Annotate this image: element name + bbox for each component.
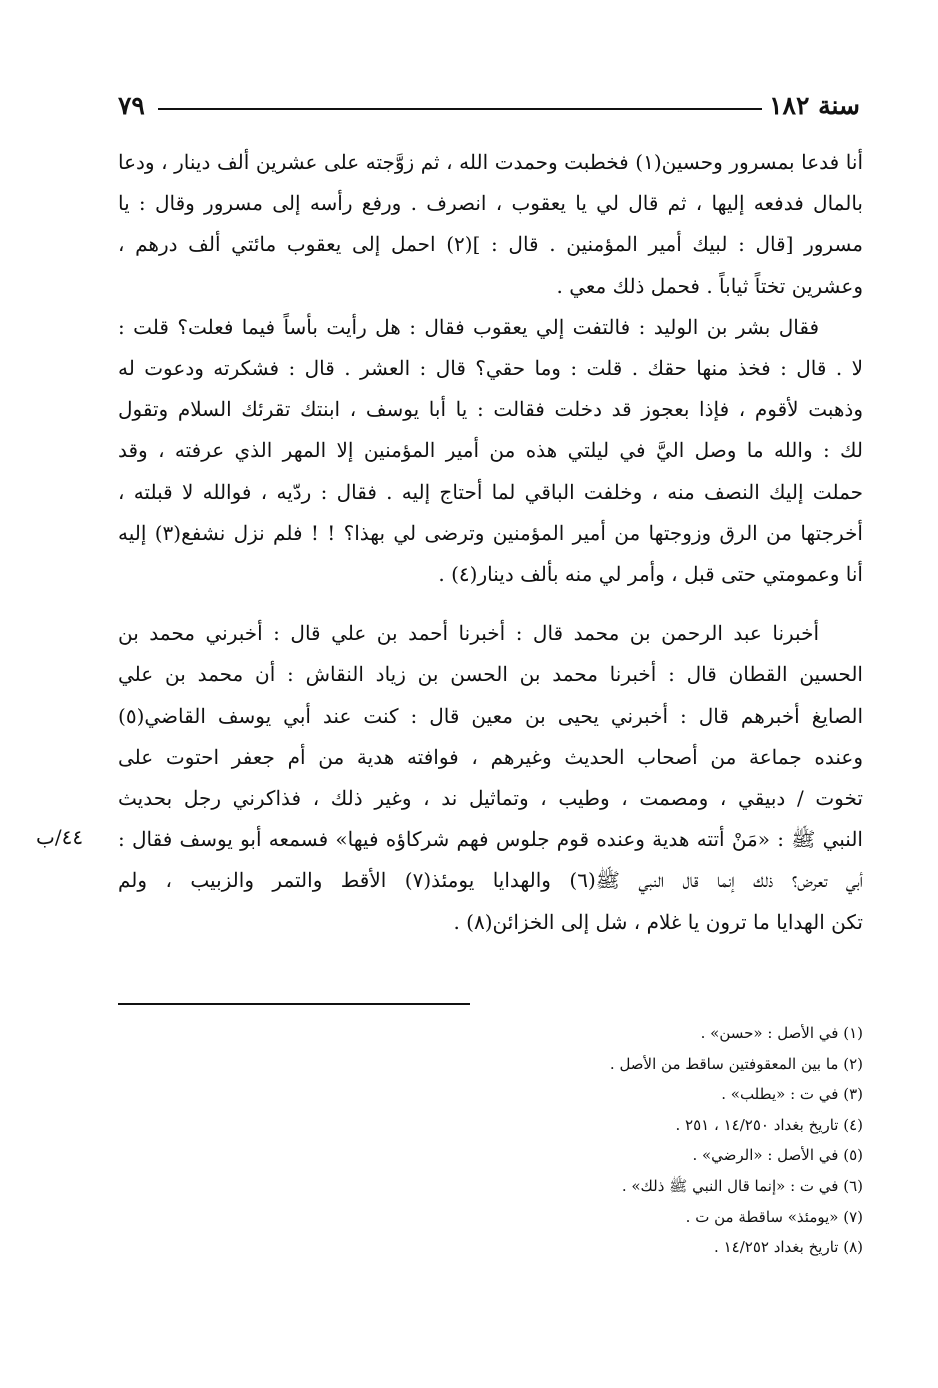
footnote: (٢) ما بين المعقوفتين ساقط من الأصل . <box>609 1054 863 1073</box>
text-line: فقال بشر بن الوليد : فالتفت إلي يعقوب فقال : هل رأيت بأساً فيما فعلت؟ قلت : <box>118 314 819 339</box>
footnotes <box>463 1018 863 1263</box>
text-line: تخوت / دبيقي ، ومصمت ، وطيب ، وتماثيل ند ، وغير ذلك ، فذاكرني رجل بحديث <box>118 786 863 811</box>
footnote: (٤) تاريخ بغداد ١٤/٢٥٠ ، ٢٥١ . <box>675 1115 863 1134</box>
paragraph-1 <box>118 142 863 307</box>
text-line: مسرور [قال : لبيك أمير المؤمنين . قال : ](٢) احمل إلى يعقوب مائتي ألف درهم ، <box>118 232 863 257</box>
header-rule <box>158 108 762 110</box>
text-line: أنا فدعا بمسرور وحسين(١) فخطبت وحمدت الله ، ثم زوَّجته على عشرين ألف دينار ، ودعا <box>118 150 863 174</box>
footnote: (٦) في ت : «إنما قال النبي ﷺ ذلك» . <box>621 1176 863 1195</box>
marginal-folio-note: ٤٤/ب <box>36 825 84 849</box>
text-line: وذهبت لأقوم ، فإذا بعجوز قد دخلت فقالت : يا أبا يوسف ، ابنتك تقرئك السلام وتقول <box>118 397 863 422</box>
running-header <box>118 86 860 126</box>
text-line: أخبرنا عبد الرحمن بن محمد قال : أخبرنا أحمد بن علي قال : أخبرني محمد بن <box>118 621 820 646</box>
text-line: وعشرين تختاً ثياباً . فحمل ذلك معي . <box>556 273 863 298</box>
header-year: سنة ١٨٢ <box>769 91 860 120</box>
text-line: الحسين القطان قال : أخبرنا محمد بن الحسن بن زياد النقاش : أن محمد بن علي <box>118 662 863 687</box>
text-line: أبي تعرض؟ ذلك إنما قال النبي ﷺ(٦) والهدايا يومئذ(٧) الأقط والتمر والزبيب ، ولم <box>118 868 863 893</box>
text-line: أنا وعمومتي حتى قبل ، وأمر لي منه بألف دينار(٤) . <box>438 562 863 587</box>
text-line: لك : والله ما وصل اليَّ في ليلتي هذه من أمير المؤمنين إلا المهر الذي عرفته ، وقد <box>118 438 863 463</box>
footnote: (١) في الأصل : «حسن» . <box>700 1024 863 1042</box>
text-line: بالمال فدفعه إليها ، ثم قال لي يا يعقوب ، انصرف . ورفع رأسه إلى مسرور وقال : يا <box>118 191 863 216</box>
footnote-rule <box>118 1003 470 1005</box>
footnote: (٣) في ت : «يطلب» . <box>721 1085 863 1104</box>
text-line: الصايغ أخبرهم قال : أخبرني يحيى بن معين قال : كنت عند أبي يوسف القاضي(٥) <box>118 703 863 728</box>
text-line: لا . قال : فخذ منها حقك . قلت : وما حقي؟ قال : العشر . قال : فشكرته ودعوت له <box>118 356 863 381</box>
page-number: ٧٩ <box>118 91 145 120</box>
paragraph-3 <box>118 613 863 943</box>
text-line: أخرجتها من الرق وزوجتها من أمير المؤمنين وترضى لي بهذا؟ ! ! فلم نزل نشفع(٣) إليه <box>118 520 863 545</box>
text-line: تكن الهدايا ما ترون يا غلام ، شل إلى الخزائن(٨) . <box>453 909 863 934</box>
footnote: (٥) في الأصل : «الرضي» . <box>692 1146 863 1165</box>
text-line: النبي ﷺ : «مَنْ أتته هدية وعنده قوم جلوس فهم شركاؤه فيها» فسمعه أبو يوسف فقال : <box>118 827 863 852</box>
paragraph-2 <box>118 307 863 595</box>
text-line: وعنده جماعة من أصحاب الحديث وغيرهم ، فوافته هدية من أم جعفر احتوت على <box>118 744 863 769</box>
text-line: حملت إليك النصف منه ، وخلفت الباقي لما أحتاج إليه . فقال : ردّيه ، فوالله لا قبلته ، <box>118 479 863 504</box>
footnote: (٧) «يومئذ» ساقطة من ت . <box>685 1207 863 1226</box>
main-text <box>118 142 863 943</box>
footnote: (٨) تاريخ بغداد ١٤/٢٥٢ . <box>714 1238 863 1257</box>
